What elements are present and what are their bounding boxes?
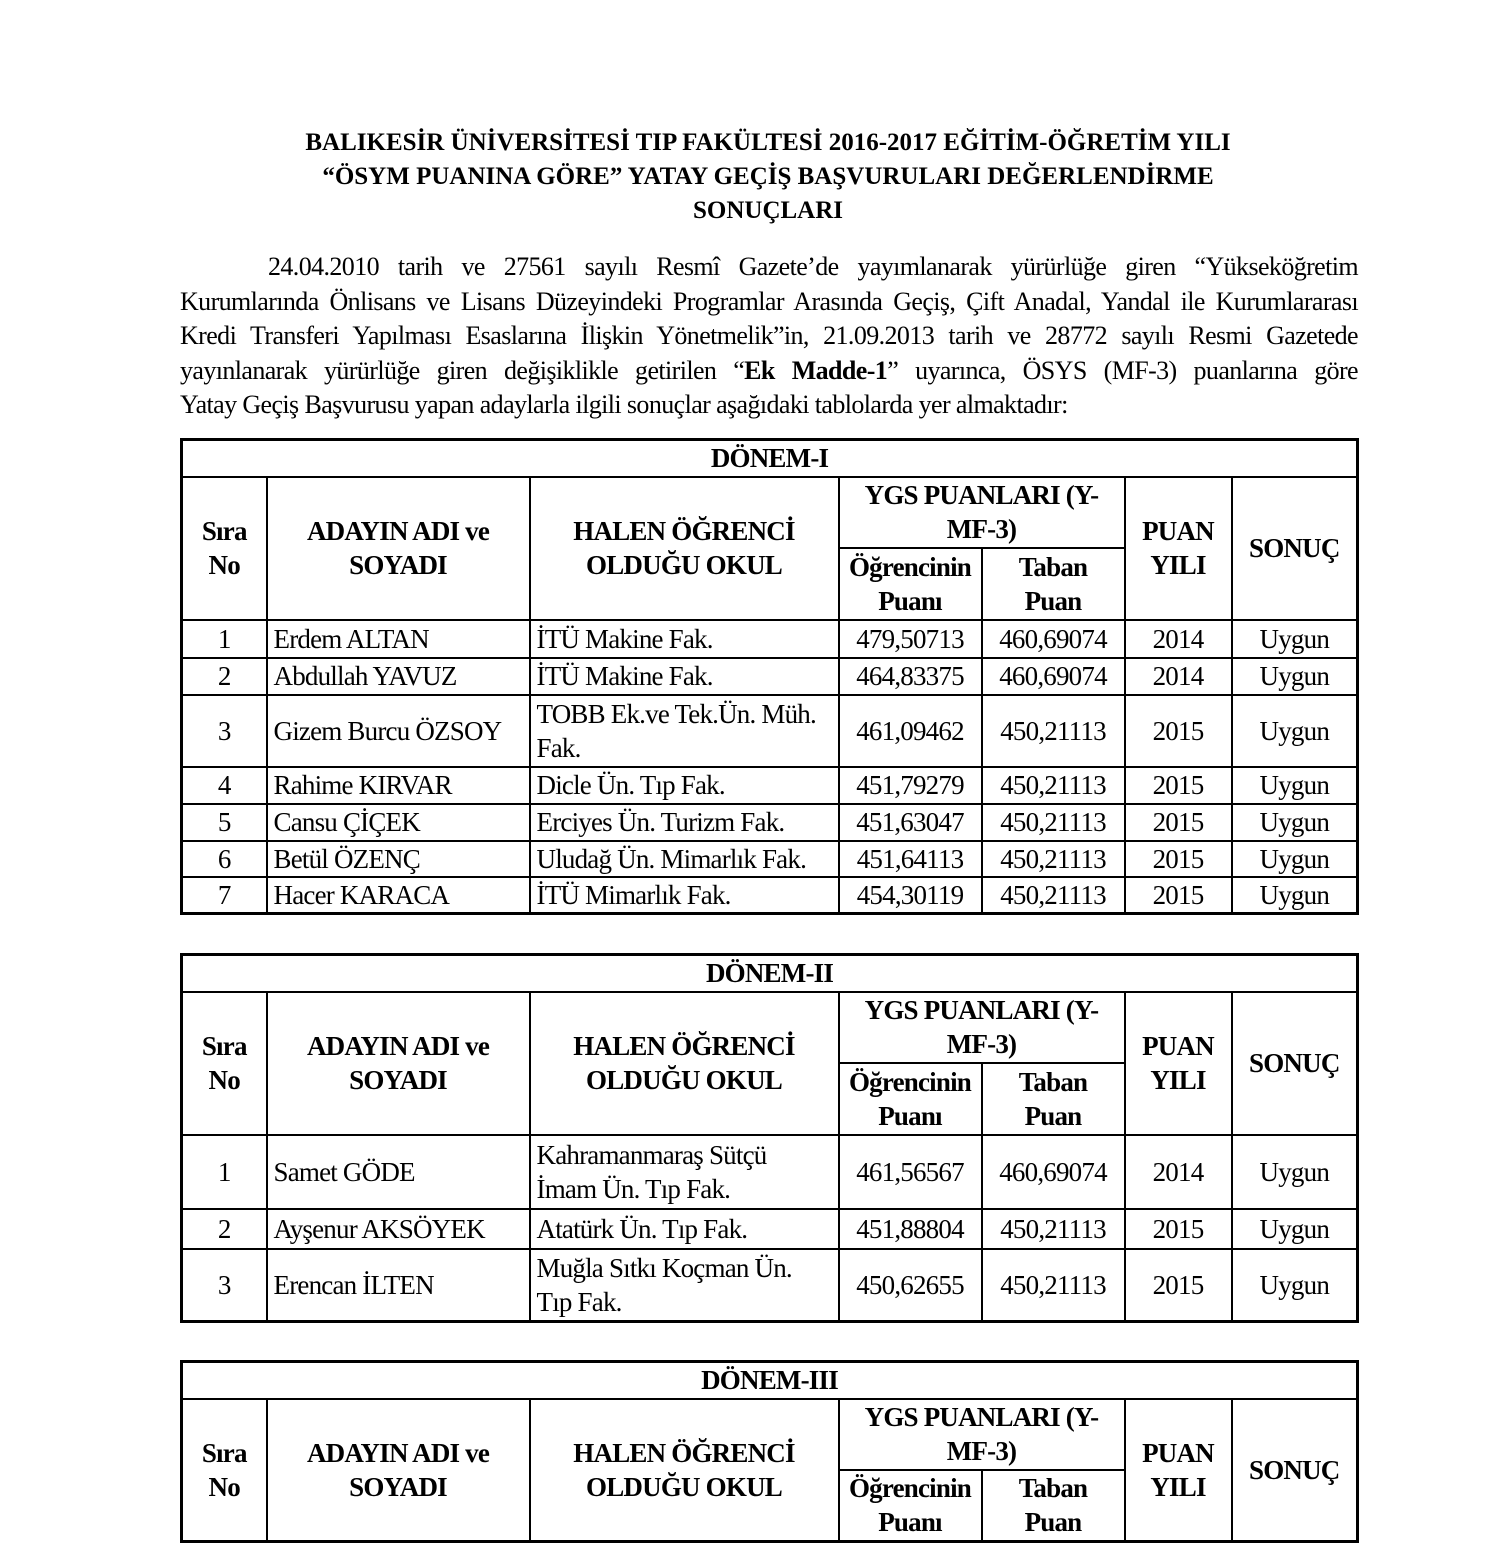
student-score: 451,88804 [839, 1209, 982, 1249]
paragraph-bold-text: Ek Madde-1 [744, 355, 888, 385]
paragraph-line: Kredi Transferi Yapılması Esaslarına İlişkin Yönetmelik”in, 21.09.2013 tarih ve 28772 sayılı Resmi Gazetede [180, 321, 1358, 351]
score-year: 2014 [1125, 658, 1232, 695]
table-section-title: DÖNEM-III [182, 1362, 1358, 1399]
header-current-school: HALEN ÖĞRENCİ OLDUĞU OKUL [530, 477, 839, 620]
header-result: SONUÇ [1232, 992, 1358, 1135]
row-number: 6 [182, 841, 267, 877]
result: Uygun [1232, 1209, 1358, 1249]
current-school: Erciyes Ün. Turizm Fak. [530, 804, 839, 841]
table-row [182, 620, 1358, 658]
paragraph-line [180, 354, 1358, 389]
row-number: 1 [182, 620, 267, 658]
candidate-name: Cansu ÇİÇEK [267, 804, 530, 841]
header-score-year: PUAN YILI [1125, 477, 1232, 620]
header-score-year: PUAN YILI [1125, 1399, 1232, 1542]
candidate-name: Gizem Burcu ÖZSOY [267, 695, 530, 767]
student-score: 451,64113 [839, 841, 982, 877]
candidate-name: Samet GÖDE [267, 1135, 530, 1209]
paragraph-text: yayınlanarak yürürlüğe giren değişiklikle getirilen “ [180, 355, 745, 385]
result: Uygun [1232, 767, 1358, 804]
current-school: Dicle Ün. Tıp Fak. [530, 767, 839, 804]
result: Uygun [1232, 804, 1358, 841]
paragraph-line: 24.04.2010 tarih ve 27561 sayılı Resmî Gazete’de yayımlanarak yürürlüğe giren “Yükseköğretim [268, 252, 1358, 281]
header-student-score: Öğrencinin Puanı [839, 548, 982, 620]
candidate-name: Erencan İLTEN [267, 1249, 530, 1322]
base-score: 460,69074 [982, 658, 1125, 695]
header-result: SONUÇ [1232, 1399, 1358, 1542]
score-year: 2014 [1125, 1135, 1232, 1209]
student-score: 461,56567 [839, 1135, 982, 1209]
score-year: 2015 [1125, 804, 1232, 841]
title-line: “ÖSYM PUANINA GÖRE” YATAY GEÇİŞ BAŞVURULARI DEĞERLENDİRME [322, 163, 1214, 190]
results-table-donem-1 [180, 438, 1359, 915]
score-year: 2015 [1125, 1209, 1232, 1249]
header-ygs-scores: YGS PUANLARI (Y-MF-3) [839, 992, 1125, 1063]
result: Uygun [1232, 1135, 1358, 1209]
current-school: TOBB Ek.ve Tek.Ün. Müh. Fak. [530, 695, 839, 767]
header-current-school: HALEN ÖĞRENCİ OLDUĞU OKUL [530, 1399, 839, 1542]
header-result: SONUÇ [1232, 477, 1358, 620]
header-candidate-name: ADAYIN ADI ve SOYADI [267, 992, 530, 1135]
base-score: 460,69074 [982, 620, 1125, 658]
base-score: 460,69074 [982, 1135, 1125, 1209]
paragraph-line: Kurumlarında Önlisans ve Lisans Düzeyindeki Programlar Arasında Geçiş, Çift Anadal, Yandal ile Kurumlararası [180, 286, 1358, 316]
student-score: 464,83375 [839, 658, 982, 695]
document-title [180, 126, 1356, 228]
candidate-name: Betül ÖZENÇ [267, 841, 530, 877]
result: Uygun [1232, 877, 1358, 914]
header-sira-no: Sıra No [182, 1399, 267, 1542]
intro-paragraph [180, 250, 1358, 423]
current-school: Uludağ Ün. Mimarlık Fak. [530, 841, 839, 877]
base-score: 450,21113 [982, 695, 1125, 767]
header-ygs-scores: YGS PUANLARI (Y-MF-3) [839, 477, 1125, 548]
base-score: 450,21113 [982, 1209, 1125, 1249]
candidate-name: Rahime KIRVAR [267, 767, 530, 804]
row-number: 2 [182, 1209, 267, 1249]
table-row [182, 695, 1358, 767]
student-score: 451,63047 [839, 804, 982, 841]
base-score: 450,21113 [982, 767, 1125, 804]
row-number: 5 [182, 804, 267, 841]
row-number: 3 [182, 695, 267, 767]
current-school: Atatürk Ün. Tıp Fak. [530, 1209, 839, 1249]
table-section-title: DÖNEM-I [182, 440, 1358, 477]
current-school: Kahramanmaraş Sütçü İmam Ün. Tıp Fak. [530, 1135, 839, 1209]
table-row [182, 658, 1358, 695]
header-base-score: Taban Puan [982, 1063, 1125, 1135]
header-base-score: Taban Puan [982, 1470, 1125, 1542]
header-candidate-name: ADAYIN ADI ve SOYADI [267, 477, 530, 620]
paragraph-line: Yatay Geçiş Başvurusu yapan adaylarla ilgili sonuçlar aşağıdaki tablolarda yer almaktadır: [180, 390, 1068, 420]
header-score-year: PUAN YILI [1125, 992, 1232, 1135]
score-year: 2015 [1125, 841, 1232, 877]
result: Uygun [1232, 620, 1358, 658]
score-year: 2015 [1125, 877, 1232, 914]
header-student-score: Öğrencinin Puanı [839, 1470, 982, 1542]
table-row [182, 877, 1358, 914]
table-section-title: DÖNEM-II [182, 955, 1358, 992]
base-score: 450,21113 [982, 1249, 1125, 1322]
candidate-name: Erdem ALTAN [267, 620, 530, 658]
title-line: SONUÇLARI [692, 197, 844, 224]
row-number: 3 [182, 1249, 267, 1322]
row-number: 1 [182, 1135, 267, 1209]
row-number: 7 [182, 877, 267, 914]
paragraph-text: ” uyarınca, ÖSYS (MF-3) puanlarına göre [887, 355, 1358, 385]
header-current-school: HALEN ÖĞRENCİ OLDUĞU OKUL [530, 992, 839, 1135]
current-school: Muğla Sıtkı Koçman Ün. Tıp Fak. [530, 1249, 839, 1322]
student-score: 479,50713 [839, 620, 982, 658]
score-year: 2015 [1125, 1249, 1232, 1322]
table-row [182, 1249, 1358, 1322]
result: Uygun [1232, 658, 1358, 695]
student-score: 451,79279 [839, 767, 982, 804]
student-score: 461,09462 [839, 695, 982, 767]
row-number: 4 [182, 767, 267, 804]
score-year: 2015 [1125, 767, 1232, 804]
title-line: BALIKESİR ÜNİVERSİTESİ TIP FAKÜLTESİ 2016-2017 EĞİTİM-ÖĞRETİM YILI [305, 129, 1231, 156]
score-year: 2015 [1125, 695, 1232, 767]
table-row [182, 767, 1358, 804]
score-year: 2014 [1125, 620, 1232, 658]
candidate-name: Abdullah YAVUZ [267, 658, 530, 695]
table-row [182, 804, 1358, 841]
header-sira-no: Sıra No [182, 992, 267, 1135]
table-row [182, 1135, 1358, 1209]
current-school: İTÜ Makine Fak. [530, 658, 839, 695]
row-number: 2 [182, 658, 267, 695]
base-score: 450,21113 [982, 877, 1125, 914]
header-ygs-scores: YGS PUANLARI (Y-MF-3) [839, 1399, 1125, 1470]
header-student-score: Öğrencinin Puanı [839, 1063, 982, 1135]
result: Uygun [1232, 841, 1358, 877]
header-base-score: Taban Puan [982, 548, 1125, 620]
student-score: 450,62655 [839, 1249, 982, 1322]
candidate-name: Hacer KARACA [267, 877, 530, 914]
current-school: İTÜ Makine Fak. [530, 620, 839, 658]
header-candidate-name: ADAYIN ADI ve SOYADI [267, 1399, 530, 1542]
results-table-donem-3 [180, 1360, 1359, 1543]
table-row [182, 1209, 1358, 1249]
table-row [182, 841, 1358, 877]
student-score: 454,30119 [839, 877, 982, 914]
candidate-name: Ayşenur AKSÖYEK [267, 1209, 530, 1249]
header-sira-no: Sıra No [182, 477, 267, 620]
base-score: 450,21113 [982, 804, 1125, 841]
result: Uygun [1232, 695, 1358, 767]
current-school: İTÜ Mimarlık Fak. [530, 877, 839, 914]
results-table-donem-2 [180, 953, 1359, 1323]
base-score: 450,21113 [982, 841, 1125, 877]
result: Uygun [1232, 1249, 1358, 1322]
